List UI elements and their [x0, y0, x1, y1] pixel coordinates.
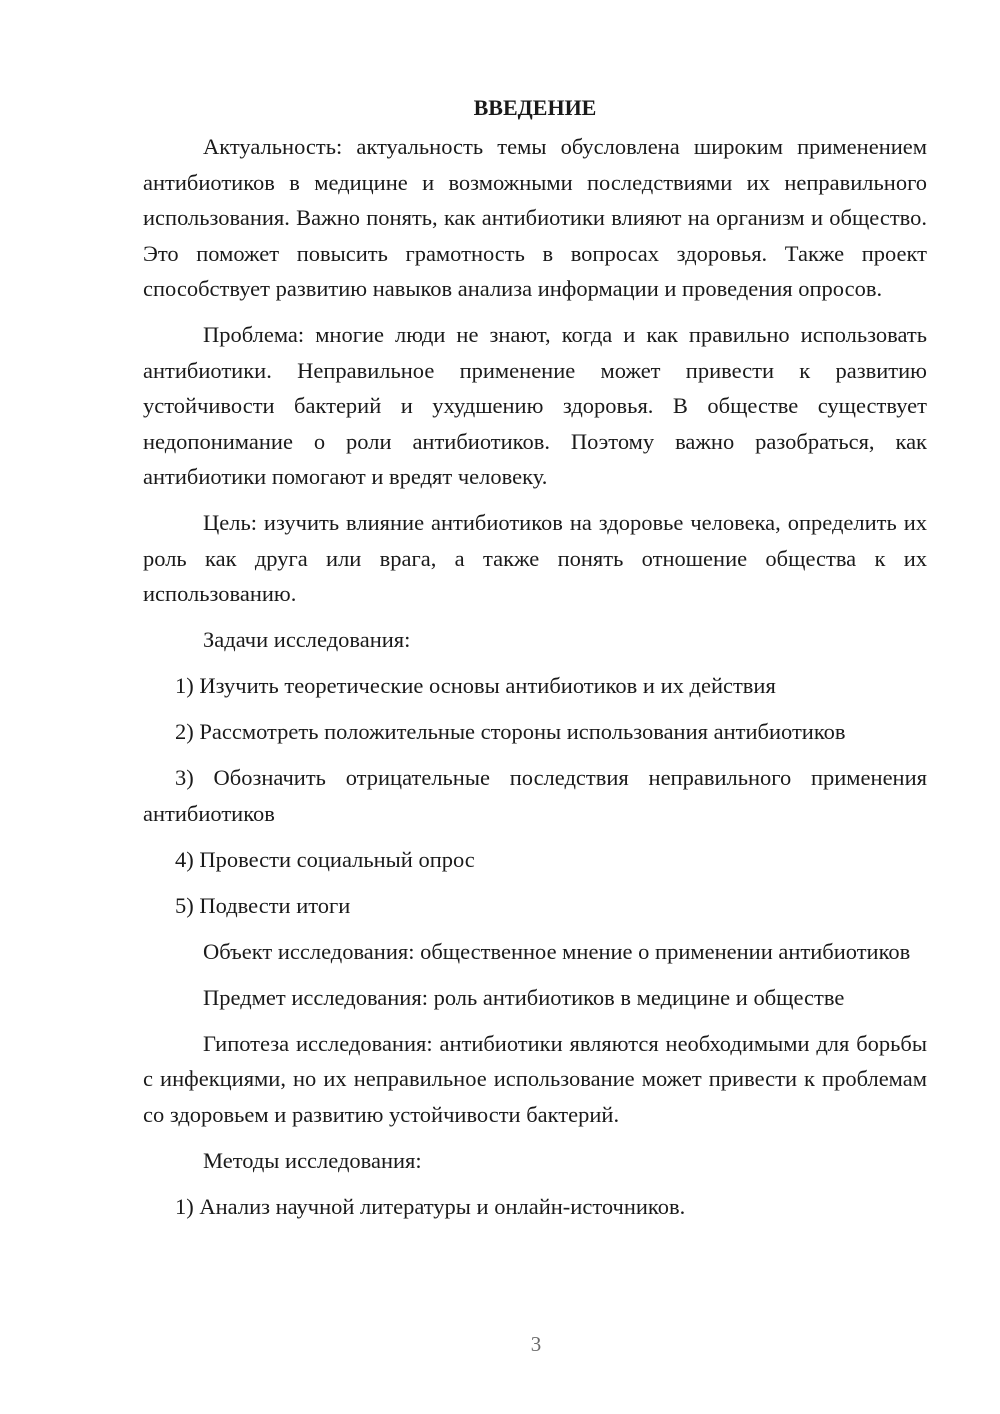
paragraph-goal: Цель: изучить влияние антибиотиков на здоровье человека, определить их роль как друга или врага, а также понять отношение общества к их использованию. — [143, 510, 927, 606]
task-item: 2) Рассмотреть положительные стороны использования антибиотиков — [175, 719, 846, 744]
method-item: 1) Анализ научной литературы и онлайн-источников. — [175, 1193, 686, 1219]
task-item: 5) Подвести итоги — [175, 892, 351, 918]
tasks-title: Задачи исследования: — [203, 627, 411, 652]
paragraph-object: Объект исследования: общественное мнение о применении антибиотиков — [203, 938, 911, 964]
paragraph-problem: Проблема: многие люди не знают, когда и как правильно использовать антибиотики. Неправильное применение может привести к развитию устойчивости бактерий и ухудшению здоровья. В обществе существует недопонимание о роли антибиотиков. Поэтому важно разобраться, как антибиотики помогают и вредят человеку. — [143, 322, 927, 489]
page-content — [143, 90, 927, 1235]
page-number: 3 — [530, 1332, 542, 1356]
page-title: ВВЕДЕНИЕ — [473, 95, 597, 120]
paragraph-subject: Предмет исследования: роль антибиотиков в медицине и обществе — [203, 984, 845, 1010]
task-item: 4) Провести социальный опрос — [175, 846, 475, 872]
paragraph-relevance: Актуальность: актуальность темы обусловлена широким применением антибиотиков в медицине и возможными последствиями их неправильного использования. Важно понять, как антибиотики влияют на организм и общество. Это поможет повысить грамотность в вопросах здоровья. Также проект способствует развитию навыков анализа информации и проведения опросов. — [143, 134, 927, 301]
task-item: 3) Обозначить отрицательные последствия неправильного применения антибиотиков — [143, 765, 927, 826]
methods-title: Методы исследования: — [203, 1147, 422, 1173]
task-item: 1) Изучить теоретические основы антибиотиков и их действия — [175, 673, 776, 698]
paragraph-hypothesis: Гипотеза исследования: антибиотики являются необходимыми для борьбы с инфекциями, но их неправильное использование может привести к проблемам со здоровьем и развитию устойчивости бактерий. — [143, 1030, 927, 1127]
